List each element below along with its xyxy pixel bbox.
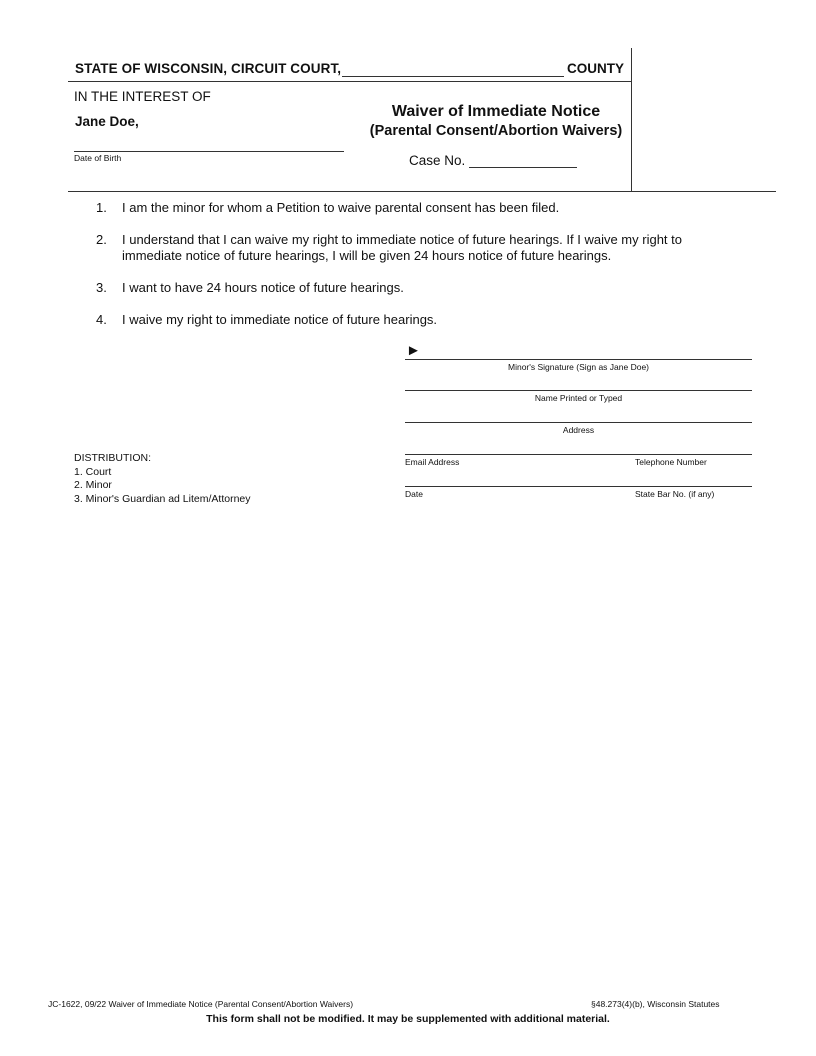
statement-item <box>96 312 736 328</box>
date-bar-line[interactable] <box>405 486 752 487</box>
distribution-item: 3. Minor's Guardian ad Litem/Attorney <box>74 492 251 505</box>
distribution-block <box>74 452 251 506</box>
statement-number: 4. <box>96 312 107 327</box>
caption-bottom-rule <box>68 191 776 192</box>
phone-label: Telephone Number <box>635 457 707 467</box>
email-label: Email Address <box>405 457 460 467</box>
statement-text: I waive my right to immediate notice of future hearings. <box>122 312 438 327</box>
county-blank-line[interactable] <box>342 61 564 77</box>
court-label: STATE OF WISCONSIN, CIRCUIT COURT, <box>75 61 342 76</box>
signature-label: Minor's Signature (Sign as Jane Doe) <box>508 362 649 372</box>
statement-number: 1. <box>96 200 107 215</box>
statement-number: 2. <box>96 232 107 247</box>
statement-text: I understand that I can waive my right to immediate notice of future hearings. If I waive my right to immediate notice of future hearings, I will be given 24 hours notice of future hearings. <box>122 232 682 263</box>
statement-text: I am the minor for whom a Petition to waive parental consent has been filed. <box>122 200 560 215</box>
email-phone-line[interactable] <box>405 454 752 455</box>
case-no-label: Case No. <box>409 153 466 168</box>
header-bottom-rule <box>68 81 632 82</box>
address-line[interactable] <box>405 422 752 423</box>
statement-item <box>96 232 736 264</box>
footer-form-id: JC-1622, 09/22 Waiver of Immediate Notice (Parental Consent/Abortion Waivers) <box>48 999 354 1009</box>
signature-line[interactable] <box>405 359 752 360</box>
name-printed-label: Name Printed or Typed <box>534 393 623 403</box>
minor-name: Jane Doe, <box>75 114 139 129</box>
form-subtitle: (Parental Consent/Abortion Waivers) <box>369 123 623 139</box>
statement-item <box>96 280 736 296</box>
name-printed-line[interactable] <box>405 390 752 391</box>
distribution-heading: DISTRIBUTION: <box>74 452 152 464</box>
case-no-line[interactable] <box>469 167 577 168</box>
address-label: Address <box>562 425 595 435</box>
statement-text: I want to have 24 hours notice of future hearings. <box>122 280 404 295</box>
distribution-item: 2. Minor <box>74 479 112 491</box>
footer-note: This form shall not be modified. It may be supplemented with additional material. <box>206 1013 610 1025</box>
state-bar-label: State Bar No. (if any) <box>635 489 715 499</box>
distribution-item: 1. Court <box>74 465 112 478</box>
form-title: Waiver of Immediate Notice <box>391 103 601 120</box>
statement-number: 3. <box>96 280 107 295</box>
county-label: COUNTY <box>567 61 624 76</box>
sign-here-arrow-icon: ► <box>406 342 421 359</box>
dob-line[interactable] <box>74 151 344 152</box>
statement-list <box>96 200 736 344</box>
footer-statute: §48.273(4)(b), Wisconsin Statutes <box>591 999 720 1009</box>
statement-item <box>96 200 736 216</box>
dob-label: Date of Birth <box>74 153 122 163</box>
date-label: Date <box>405 489 423 499</box>
interest-label: IN THE INTEREST OF <box>74 89 211 104</box>
